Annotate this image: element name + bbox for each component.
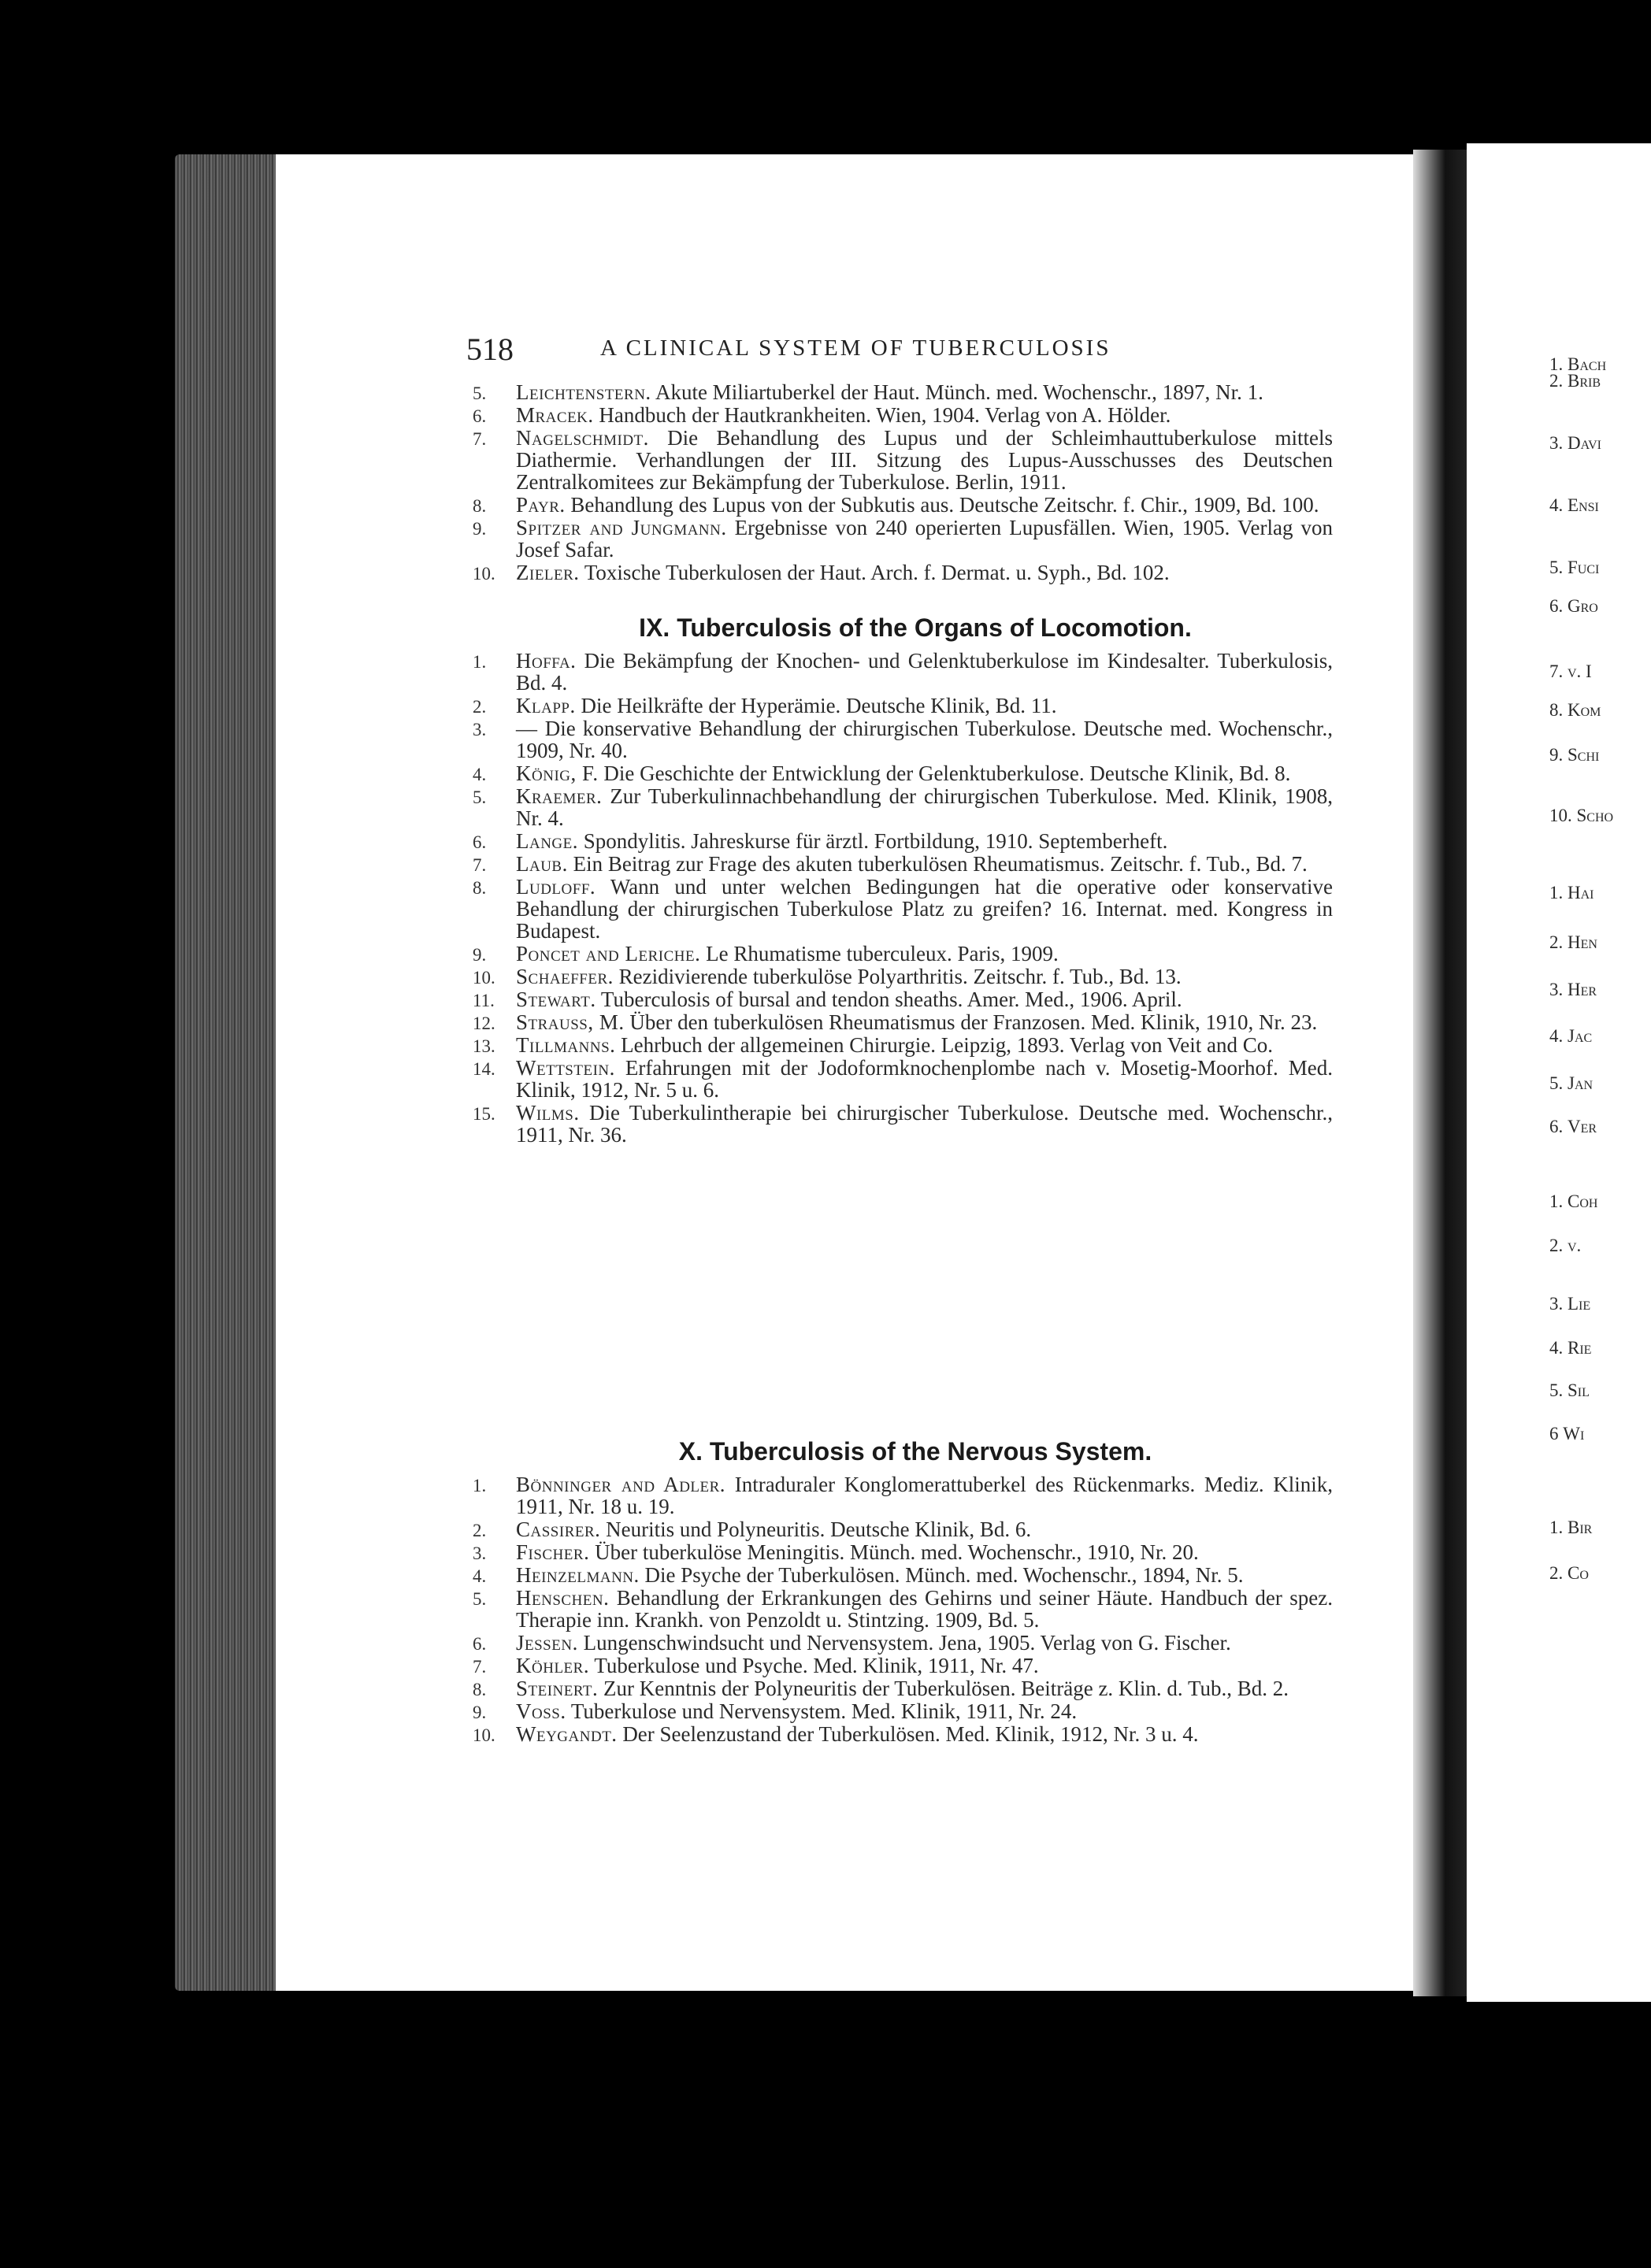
fragment-text: Brib [1568,371,1601,391]
reference-entry [466,943,1333,965]
entry-number: 5. [473,788,487,807]
reference-entry [466,785,1333,829]
entry-author: — [516,717,538,740]
entry-author: Lange. [516,829,579,853]
fragment-text: Sil [1568,1380,1590,1400]
entry-author: Cassirer. [516,1518,601,1541]
fragment-text: Fuci [1568,558,1600,577]
entry-author: Köhler. [516,1654,590,1677]
right-page-entry-fragment [1549,1563,1589,1584]
fragment-number: 3. [1549,1294,1564,1314]
reference-entry [466,1632,1333,1654]
entry-citation: Intraduraler Konglomerattuberkel des Rückenmarks. Mediz. Klinik, 1911, Nr. 18 u. 19. [516,1473,1334,1518]
fragment-text: v. [1568,1236,1582,1255]
right-page-entry-fragment [1549,1236,1581,1256]
entry-citation: Zur Kenntnis der Polyneuritis der Tuberkulösen. Beiträge z. Klin. d. Tub., Bd. 2. [598,1677,1289,1700]
entry-number: 3. [473,720,487,739]
right-page-entry-fragment [1549,745,1599,765]
reference-entry [466,965,1333,988]
entry-citation: Neuritis und Polyneuritis. Deutsche Klinik, Bd. 6. [600,1518,1032,1541]
right-page-entry-fragment [1549,1424,1584,1444]
entry-author: Henschen. [516,1586,610,1610]
fragment-number: 5. [1549,558,1564,577]
reference-entry [466,561,1333,584]
reference-list-continued [466,381,1333,584]
fragment-number: 2. [1549,1563,1564,1583]
entry-author: Hoffa. [516,649,577,673]
right-page-entry-fragment [1549,1073,1593,1094]
fragment-number: 3. [1549,980,1564,999]
fragment-number: 6 [1549,1424,1559,1443]
entry-author: Heinzelmann. [516,1563,640,1587]
entry-number: 4. [473,1566,487,1586]
entry-number: 2. [473,1521,487,1540]
reference-list [466,1473,1333,1745]
reference-entry [466,1700,1333,1722]
fragment-text: Jac [1568,1026,1593,1046]
entry-author: Poncet and Leriche. [516,942,701,965]
reference-entry [466,876,1333,942]
entry-citation: Behandlung des Lupus von der Subkutis aus. Deutsche Zeitschr. f. Chir., 1909, Bd. 100. [565,493,1319,517]
page-edges [175,154,276,1991]
section-heading: X. Tuberculosis of the Nervous System. [678,1437,1152,1466]
section-heading: IX. Tuberculosis of the Organs of Locomotion. [639,613,1192,642]
entry-author: Nagelschmidt. [516,426,649,450]
fragment-number: 1. [1549,354,1564,374]
entry-author: Schaeffer. [516,965,614,988]
fragment-text: Co [1568,1563,1589,1583]
entry-citation: Über tuberkulöse Meningitis. Münch. med. Wochenschr., 1910, Nr. 20. [589,1540,1199,1564]
entry-number: 7. [473,1657,487,1677]
entry-author: Weygandt. [516,1722,618,1746]
fragment-number: 3. [1549,433,1564,453]
fragment-text: Schi [1568,745,1600,765]
right-page-entry-fragment [1549,558,1599,578]
reference-entry [466,853,1333,875]
reference-entry [466,381,1333,403]
entry-author: Wettstein. [516,1056,615,1080]
fragment-number: 9. [1549,745,1564,765]
reference-entry [466,1011,1333,1033]
fragment-text: Ver [1568,1117,1597,1136]
reference-entry [466,650,1333,694]
fragment-number: 4. [1549,1338,1564,1358]
entry-citation: Akute Miliartuberkel der Haut. Münch. med. Wochenschr., 1897, Nr. 1. [651,380,1263,404]
right-page-entry-fragment [1549,932,1597,953]
entry-citation: Toxische Tuberkulosen der Haut. Arch. f. Dermat. u. Syph., Bd. 102. [579,561,1170,584]
section-locomotion [466,607,1333,1147]
entry-citation: Die Tuberkulintherapie bei chirurgischer Tuberkulose. Deutsche med. Wochenschr., 1911, Nr. 36. [516,1101,1333,1147]
entry-citation: Die konservative Behandlung der chirurgischen Tuberkulose. Deutsche med. Wochenschr., 1909, Nr. 40. [516,717,1333,762]
reference-entry [466,717,1333,762]
entry-number: 1. [473,652,487,672]
fragment-text: Rie [1568,1338,1592,1358]
entry-number: 10. [473,564,495,584]
right-page-entry-fragment [1549,662,1592,682]
right-page-entry-fragment [1549,1294,1590,1314]
section-nervous-system [466,1431,1333,1746]
right-page-entry-fragment [1549,1191,1597,1212]
entry-citation: Lungenschwindsucht und Nervensystem. Jena, 1905. Verlag von G. Fischer. [577,1631,1231,1655]
entry-citation: Ein Beitrag zur Frage des akuten tuberkulösen Rheumatismus. Zeitschr. f. Tub., Bd. 7. [567,852,1308,876]
fragment-text: Gro [1568,596,1598,616]
entry-citation: Zur Tuberkulinnachbehandlung der chirurgischen Tuberkulose. Med. Klinik, 1908, Nr. 4. [516,784,1333,830]
reference-entry [466,494,1333,516]
reference-entry [466,517,1333,561]
entry-number: 1. [473,1476,487,1495]
page-header [466,331,1333,369]
reference-entry [466,830,1333,852]
entry-number: 5. [473,384,487,403]
entry-citation: Die Bekämpfung der Knochen- und Gelenktuberkulose im Kindesalter. Tuberkulosis, Bd. 4. [516,649,1333,695]
entry-author: Voss. [516,1699,566,1723]
reference-entry [466,404,1333,426]
fragment-text: Coh [1568,1191,1598,1211]
reference-entry [466,1587,1333,1631]
entry-citation: Rezidivierende tuberkulöse Polyarthritis. Zeitschr. f. Tub., Bd. 13. [613,965,1182,988]
fragment-number: 5. [1549,1073,1564,1093]
entry-citation: Lehrbuch der allgemeinen Chirurgie. Leipzig, 1893. Verlag von Veit and Co. [615,1033,1273,1057]
fragment-text: Her [1568,980,1597,999]
book-gutter [1413,150,1467,1996]
reference-entry [466,1723,1333,1745]
entry-author: Steinert. [516,1677,599,1700]
right-page-entry-fragment [1549,980,1597,1000]
entry-citation: Über den tuberkulösen Rheumatismus der Franzosen. Med. Klinik, 1910, Nr. 23. [624,1010,1318,1034]
entry-author: Strauss, M. [516,1010,625,1034]
right-page-entry-fragment [1549,371,1601,391]
entry-author: Payr. [516,493,566,517]
entry-number: 5. [473,1589,487,1609]
fragment-text: Lie [1568,1294,1591,1314]
entry-citation: Behandlung der Erkrankungen des Gehirns und seiner Häute. Handbuch der spez. Therapie inn. Krankh. von Penzoldt u. Stintzing. 1909, Bd. 5. [516,1586,1333,1632]
right-page-entry-fragment [1549,1117,1597,1137]
reference-entry [466,1541,1333,1563]
right-page-entry-fragment [1549,1518,1592,1538]
entry-author: Stewart. [516,988,596,1011]
fragment-text: Ensi [1568,495,1599,515]
entry-citation: Tuberkulose und Nervensystem. Med. Klinik, 1911, Nr. 24. [566,1699,1078,1723]
reference-entry [466,988,1333,1010]
entry-author: Tillmanns. [516,1033,616,1057]
entry-number: 12. [473,1014,495,1033]
fragment-number: 4. [1549,495,1564,515]
right-page [1467,143,1651,2002]
entry-number: 3. [473,1544,487,1563]
reference-entry [466,1102,1333,1146]
fragment-text: v. I [1568,662,1592,681]
entry-number: 11. [473,991,495,1010]
entry-author: Klapp. [516,694,576,717]
entry-citation: Die Behandlung des Lupus und der Schleimhauttuberkulose mittels Diathermie. Verhandlungen der III. Sitzung des Lupus-Ausschusses des Deutschen Zentralkomitees zur Bekämpfung der Tuberkulose. Berlin, 1911. [516,426,1333,494]
reference-list [466,650,1333,1146]
entry-citation: Tuberkulose und Psyche. Med. Klinik, 1911, Nr. 47. [589,1654,1039,1677]
fragment-number: 2. [1549,1236,1564,1255]
entry-number: 8. [473,878,487,898]
right-page-entry-fragment [1549,700,1601,721]
reference-entry [466,1057,1333,1101]
fragment-text: Jan [1568,1073,1593,1093]
entry-number: 6. [473,832,487,852]
right-page-entry-fragment [1549,806,1613,826]
fragment-number: 8. [1549,700,1564,720]
reference-entry [466,427,1333,493]
reference-entry [466,1034,1333,1056]
reference-entry [466,695,1333,717]
fragment-text: Bir [1568,1518,1593,1537]
entry-author: Bönninger and Adler. [516,1473,726,1496]
entry-number: 9. [473,519,487,539]
fragment-number: 1. [1549,1518,1564,1537]
entry-number: 10. [473,1725,495,1745]
right-page-entry-fragment [1549,883,1594,903]
entry-citation: Erfahrungen mit der Jodoformknochenplombe nach v. Mosetig-Moorhof. Med. Klinik, 1912, Nr. 5 u. 6. [516,1056,1333,1102]
entry-author: Leichtenstern. [516,380,651,404]
fragment-number: 1. [1549,883,1564,902]
entry-number: 6. [473,406,487,426]
right-page-entry-fragment [1549,1380,1590,1401]
right-page-entry-fragment [1549,433,1601,454]
entry-number: 9. [473,1703,487,1722]
entry-author: Wilms. [516,1101,580,1125]
fragment-text: Hen [1568,932,1597,952]
entry-number: 4. [473,765,487,784]
entry-number: 15. [473,1104,495,1124]
fragment-number: 7. [1549,662,1564,681]
entry-author: König, F. [516,762,599,785]
reference-entry [466,762,1333,784]
running-head: A CLINICAL SYSTEM OF TUBERCULOSIS [600,335,1111,361]
entry-number: 8. [473,496,487,516]
reference-entry [466,1518,1333,1540]
entry-author: Ludloff. [516,875,596,899]
fragment-number: 4. [1549,1026,1564,1046]
fragment-number: 2. [1549,932,1564,952]
right-page-entry-fragment [1549,1338,1591,1358]
entry-number: 10. [473,968,495,988]
entry-citation: Die Heilkräfte der Hyperämie. Deutsche Klinik, Bd. 11. [575,694,1057,717]
entry-number: 2. [473,697,487,717]
entry-citation: Der Seelenzustand der Tuberkulösen. Med. Klinik, 1912, Nr. 3 u. 4. [617,1722,1199,1746]
fragment-number: 6. [1549,596,1564,616]
entry-author: Mracek. [516,403,594,427]
entry-author: Fischer. [516,1540,590,1564]
entry-author: Spitzer and Jungmann. [516,516,727,539]
fragment-number: 1. [1549,1191,1564,1211]
entry-author: Laub. [516,852,568,876]
fragment-text: Kom [1568,700,1601,720]
entry-citation: Die Geschichte der Entwicklung der Gelenktuberkulose. Deutsche Klinik, Bd. 8. [598,762,1291,785]
right-page-entry-fragment [1549,495,1599,516]
fragment-number: 10. [1549,806,1572,825]
fragment-number: 5. [1549,1380,1564,1400]
entry-citation: Handbuch der Hautkrankheiten. Wien, 1904. Verlag von A. Hölder. [593,403,1171,427]
entry-citation: Wann und unter welchen Bedingungen hat die operative oder konservative Behandlung der chirurgischen Tuberkulose Platz zu greifen? 16. Internat. med. Kongress in Budapest. [516,875,1333,943]
entry-citation: Le Rhumatisme tuberculeux. Paris, 1909. [700,942,1059,965]
reference-entry [466,1655,1333,1677]
entry-citation: Die Psyche der Tuberkulösen. Münch. med. Wochenschr., 1894, Nr. 5. [639,1563,1244,1587]
fragment-text: Davi [1568,433,1601,453]
fragment-text: Bach [1568,354,1607,374]
page-number: 518 [466,332,514,367]
entry-citation: Ergebnisse von 240 operierten Lupusfällen. Wien, 1905. Verlag von Josef Safar. [516,516,1333,561]
entry-number: 7. [473,855,487,875]
entry-number: 13. [473,1036,495,1056]
fragment-text: Scho [1576,806,1614,825]
right-page-entry-fragment [1549,1026,1592,1047]
entry-number: 14. [473,1059,495,1079]
entry-citation: Tuberculosis of bursal and tendon sheaths. Amer. Med., 1906. April. [595,988,1182,1011]
entry-author: Zieler. [516,561,580,584]
entry-citation: Spondylitis. Jahreskurse für ärztl. Fortbildung, 1910. Septemberheft. [578,829,1168,853]
entry-author: Jessen. [516,1631,578,1655]
fragment-number: 2. [1549,371,1564,391]
fragment-text: Hai [1568,883,1594,902]
entry-number: 6. [473,1634,487,1654]
fragment-text: Wi [1563,1424,1585,1443]
reference-entry [466,1473,1333,1518]
entry-number: 7. [473,429,487,449]
reference-entry [466,1564,1333,1586]
entry-author: Kraemer. [516,784,603,808]
right-page-entry-fragment [1549,596,1598,617]
entry-number: 9. [473,945,487,965]
fragment-number: 6. [1549,1117,1564,1136]
entry-number: 8. [473,1680,487,1699]
reference-entry [466,1677,1333,1699]
